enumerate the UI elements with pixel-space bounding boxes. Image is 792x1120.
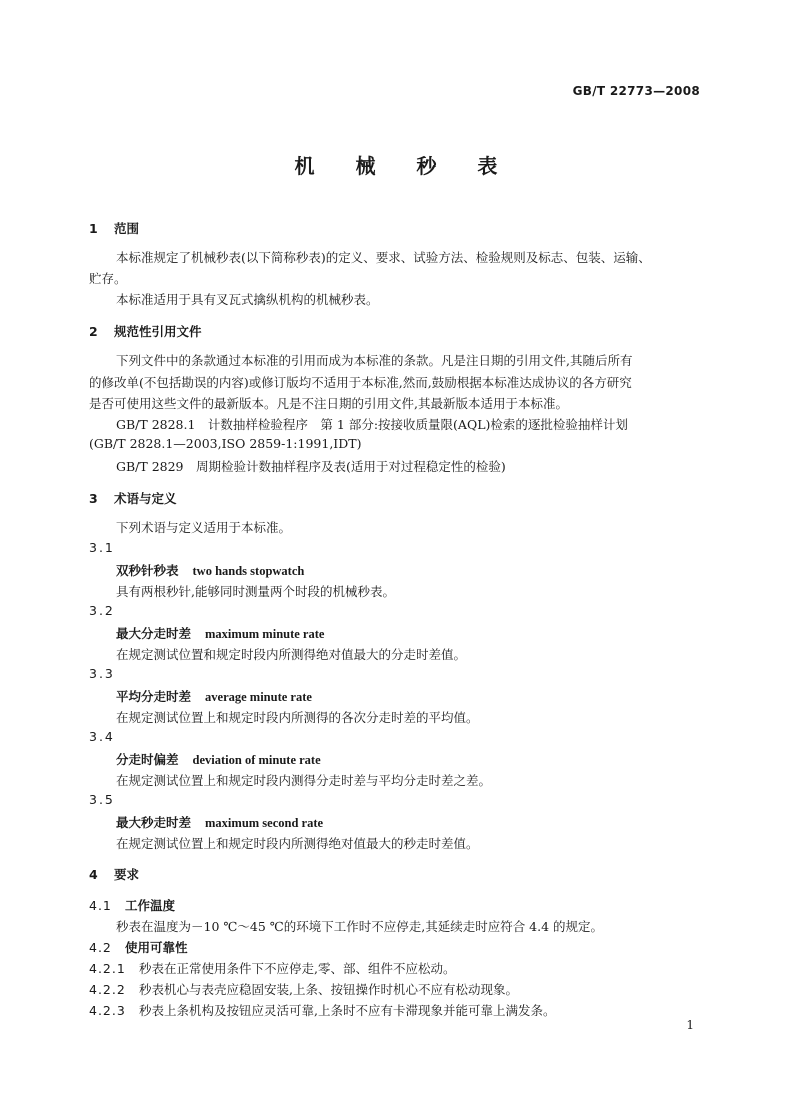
clause-text: 秒表机心与表壳应稳固安装,上条、按钮操作时机心不应有松动现象。	[139, 982, 518, 997]
term-en: deviation of minute rate	[192, 753, 321, 767]
subsection-number: 4.2	[89, 940, 112, 955]
term-cn: 最大分走时差	[116, 626, 192, 641]
clause-item	[89, 959, 455, 977]
clause-number: 4.2.2	[89, 982, 126, 997]
paragraph: 贮存。	[89, 271, 127, 286]
subsection-4-1-heading	[89, 896, 175, 914]
subsection-number: 4.1	[89, 898, 112, 913]
paragraph: 的修改单(不包括勘误的内容)或修订版均不适用于本标准,然而,鼓励根据本标准达成协议的各方研究	[89, 375, 632, 390]
term-cn: 最大秒走时差	[116, 815, 192, 830]
term-title	[116, 561, 304, 579]
clause-item	[89, 1001, 555, 1019]
term-number: 3.2	[89, 603, 115, 618]
clause-text: 秒表上条机构及按钮应灵活可靠,上条时不应有卡滞现象并能可靠上满发条。	[139, 1003, 556, 1018]
clause-number: 4.2.3	[89, 1003, 126, 1018]
document-title: 机 械 秒 表	[294, 154, 515, 178]
paragraph: 秒表在温度为－10 ℃～45 ℃的环境下工作时不应停走,其延续走时应符合 4.4 的规定。	[116, 919, 604, 934]
paragraph: 本标准适用于具有叉瓦式擒纵机构的机械秒表。	[116, 292, 379, 307]
term-en: two hands stopwatch	[192, 564, 305, 578]
page-number: 1	[686, 1018, 694, 1032]
term-title	[116, 624, 324, 642]
paragraph: 下列术语与定义适用于本标准。	[116, 520, 292, 535]
term-number: 3.4	[89, 729, 115, 744]
term-en: average minute rate	[205, 690, 312, 704]
term-number: 3.1	[89, 540, 115, 555]
term-title	[116, 687, 312, 705]
paragraph: 本标准规定了机械秒表(以下简称秒表)的定义、要求、试验方法、检验规则及标志、包装、运输、	[116, 250, 651, 265]
subsection-title: 工作温度	[125, 898, 176, 913]
term-en: maximum minute rate	[205, 627, 325, 641]
section-3-heading	[89, 489, 177, 507]
term-title	[116, 813, 323, 831]
section-2-heading	[89, 322, 202, 340]
term-cn: 平均分走时差	[116, 689, 192, 704]
reference-item: GB/T 2828.1 计数抽样检验程序 第 1 部分:按接收质量限(AQL)检索的逐批检验抽样计划	[116, 417, 628, 432]
term-definition: 在规定测试位置上和规定时段内测得分走时差与平均分走时差之差。	[116, 773, 492, 788]
clause-text: 秒表在正常使用条件下不应停走,零、部、组件不应松动。	[139, 961, 456, 976]
reference-item: GB/T 2829 周期检验计数抽样程序及表(适用于对过程稳定性的检验)	[116, 459, 506, 474]
section-1-heading	[89, 219, 139, 237]
paragraph: 下列文件中的条款通过本标准的引用而成为本标准的条款。凡是注日期的引用文件,其随后所有	[116, 353, 633, 368]
term-definition: 在规定测试位置和规定时段内所测得绝对值最大的分走时差值。	[116, 647, 467, 662]
section-number: 3	[89, 491, 98, 506]
section-title: 规范性引用文件	[114, 324, 202, 339]
term-definition: 具有两根秒针,能够同时测量两个时段的机械秒表。	[116, 584, 395, 599]
clause-item	[89, 980, 518, 998]
term-definition: 在规定测试位置上和规定时段内所测得的各次分走时差的平均值。	[116, 710, 479, 725]
section-number: 2	[89, 324, 98, 339]
subsection-title: 使用可靠性	[125, 940, 188, 955]
reference-item: (GB/T 2828.1—2003,ISO 2859-1:1991,IDT)	[89, 436, 362, 451]
section-title: 术语与定义	[114, 491, 177, 506]
subsection-4-2-heading	[89, 938, 188, 956]
term-cn: 双秒针秒表	[116, 563, 179, 578]
term-cn: 分走时偏差	[116, 752, 179, 767]
section-number: 1	[89, 221, 98, 236]
section-4-heading	[89, 865, 139, 883]
standard-number: GB/T 22773—2008	[572, 84, 700, 98]
term-title	[116, 750, 321, 768]
section-title: 要求	[114, 867, 140, 882]
term-number: 3.5	[89, 792, 115, 807]
paragraph: 是否可使用这些文件的最新版本。凡是不注日期的引用文件,其最新版本适用于本标准。	[89, 396, 568, 411]
clause-number: 4.2.1	[89, 961, 126, 976]
term-definition: 在规定测试位置上和规定时段内所测得绝对值最大的秒走时差值。	[116, 836, 479, 851]
section-title: 范围	[114, 221, 140, 236]
term-number: 3.3	[89, 666, 115, 681]
term-en: maximum second rate	[205, 816, 324, 830]
section-number: 4	[89, 867, 98, 882]
